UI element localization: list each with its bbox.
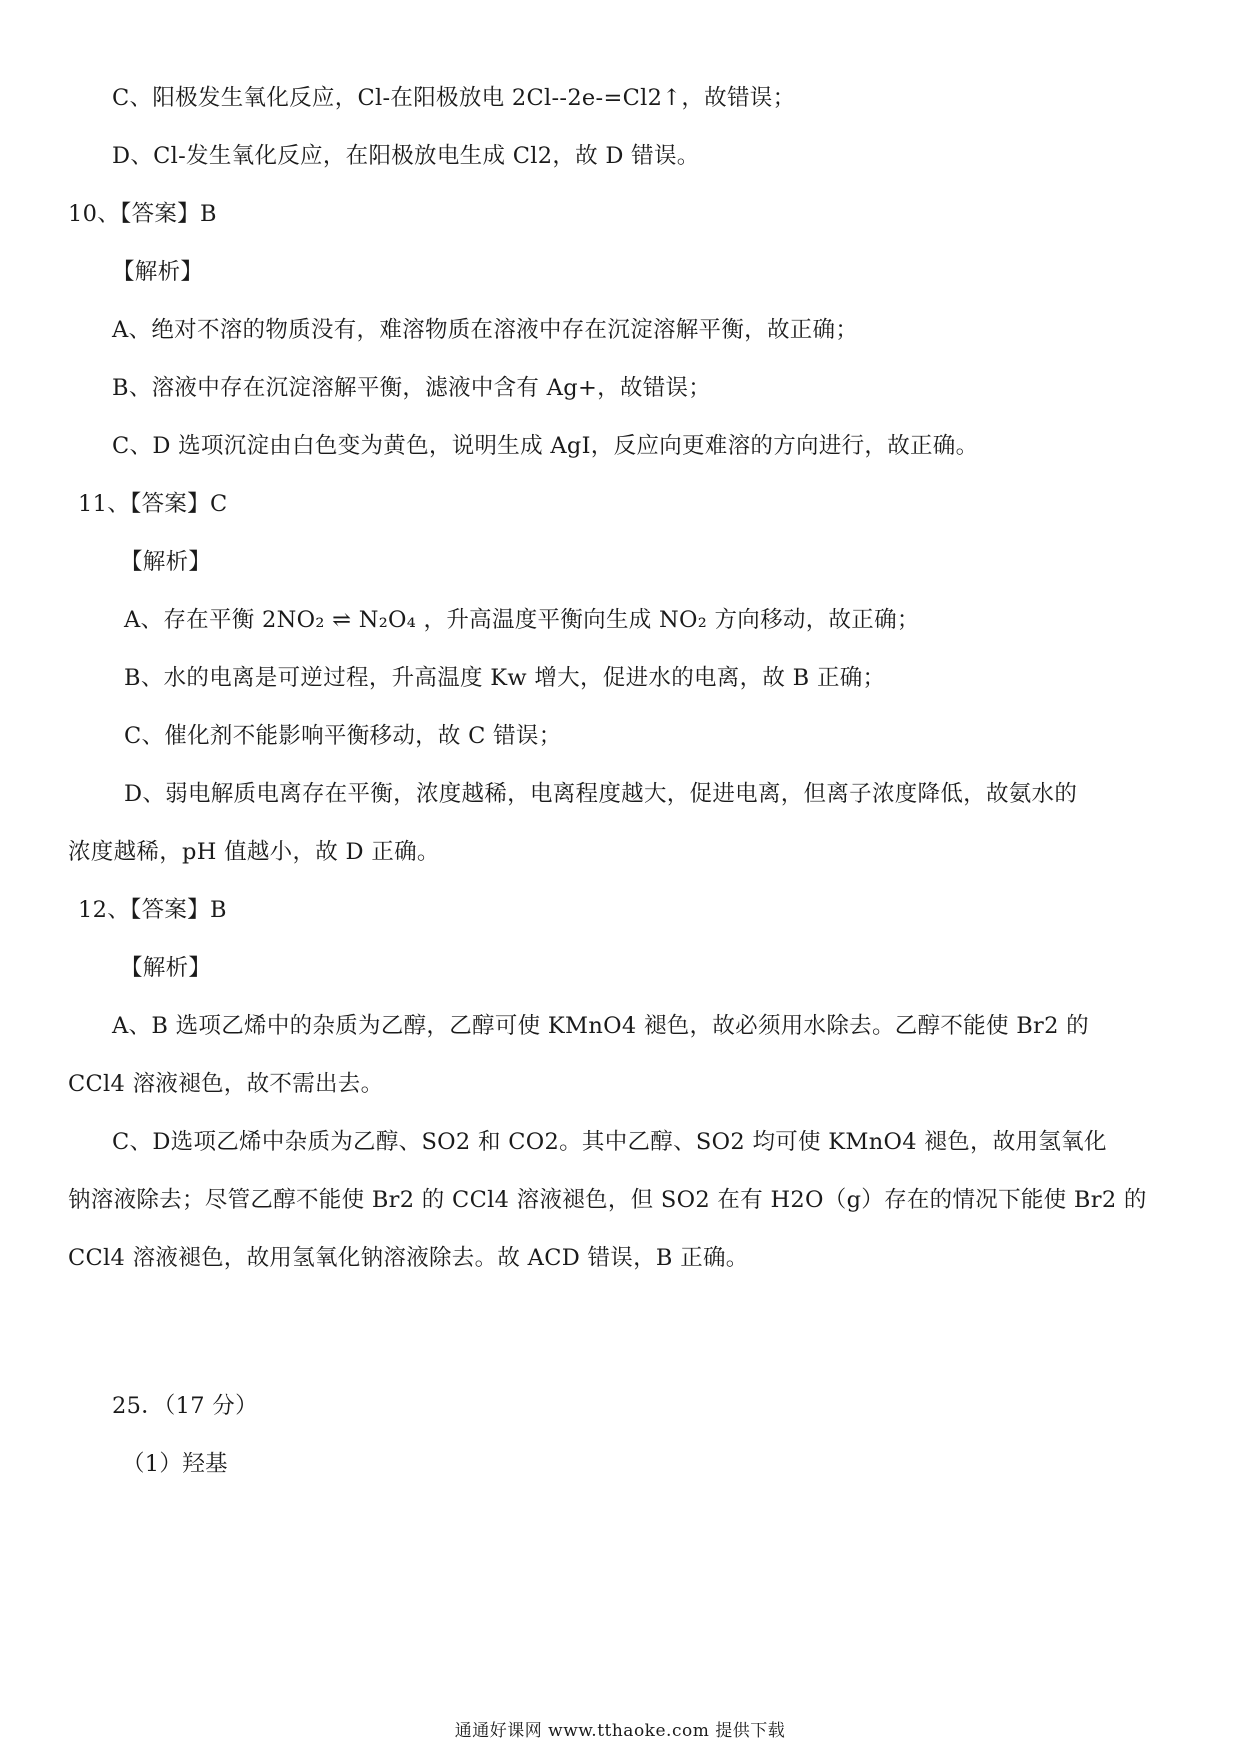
text-line: A、B 选项乙烯中的杂质为乙醇，乙醇可使 KMnO4 褪色，故必须用水除去。乙醇不能使 Br2 的 xyxy=(112,1013,1089,1039)
text-line: C、D 选项沉淀由白色变为黄色，说明生成 AgI，反应向更难溶的方向进行，故正确。 xyxy=(112,433,979,459)
text-line: D、Cl-发生氧化反应，在阳极放电生成 Cl2，故 D 错误。 xyxy=(112,143,700,169)
question-heading: 25．（17 分） xyxy=(112,1393,258,1419)
text-line: 钠溶液除去；尽管乙醇不能使 Br2 的 CCl4 溶液褪色，但 SO2 在有 H2O（g）存在的情况下能使 Br2 的 xyxy=(68,1187,1147,1213)
text-line: C、D选项乙烯中杂质为乙醇、SO2 和 CO2。其中乙醇、SO2 均可使 KMnO4 褪色，故用氢氧化 xyxy=(112,1129,1107,1155)
answer-heading: 11、【答案】C xyxy=(78,491,228,517)
text-line: A、绝对不溶的物质没有，难溶物质在溶液中存在沉淀溶解平衡，故正确； xyxy=(112,317,859,343)
page-footer: 通通好课网 www.tthaoke.com 提供下载 xyxy=(454,1721,786,1741)
text-line: C、催化剂不能影响平衡移动，故 C 错误； xyxy=(124,723,562,749)
analysis-heading: 【解析】 xyxy=(112,259,204,285)
text-line: 浓度越稀，pH 值越小，故 D 正确。 xyxy=(68,839,440,865)
text-line: （1）羟基 xyxy=(122,1451,228,1477)
text-line: CCl4 溶液褪色，故不需出去。 xyxy=(68,1071,384,1097)
text-line: B、溶液中存在沉淀溶解平衡，滤液中含有 Ag+，故错误； xyxy=(112,375,712,401)
text-line: A、存在平衡 2NO₂ ⇌ N₂O₄ ，升高温度平衡向生成 NO₂ 方向移动，故正确； xyxy=(124,607,920,633)
analysis-heading: 【解析】 xyxy=(120,955,212,981)
text-line: B、水的电离是可逆过程，升高温度 Kw 增大，促进水的电离，故 B 正确； xyxy=(124,665,886,691)
text-line: D、弱电解质电离存在平衡，浓度越稀，电离程度越大，促进电离，但离子浓度降低，故氨水的 xyxy=(124,781,1078,807)
answer-heading: 12、【答案】B xyxy=(78,897,227,923)
answer-heading: 10、【答案】B xyxy=(68,201,217,227)
text-line: C、阳极发生氧化反应，Cl-在阳极放电 2Cl--2e-=Cl2↑，故错误； xyxy=(112,85,796,111)
analysis-heading: 【解析】 xyxy=(120,549,212,575)
text-line: CCl4 溶液褪色，故用氢氧化钠溶液除去。故 ACD 错误，B 正确。 xyxy=(68,1245,749,1271)
